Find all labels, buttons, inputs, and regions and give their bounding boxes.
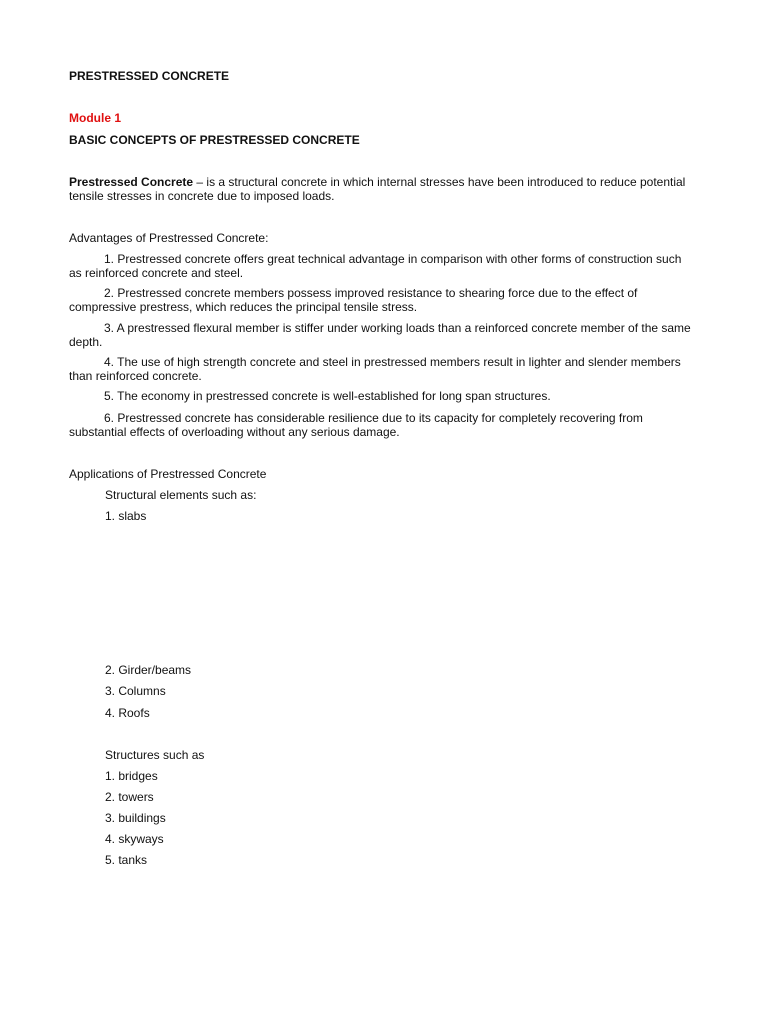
advantages-heading: Advantages of Prestressed Concrete: xyxy=(69,231,269,245)
module-label: Module 1 xyxy=(69,111,122,125)
structural-elements-intro: Structural elements such as: xyxy=(105,488,257,502)
list-item: 1. slabs xyxy=(105,509,147,523)
list-item: 3. buildings xyxy=(105,811,166,825)
list-item: 5. tanks xyxy=(105,853,148,867)
list-item: 2. towers xyxy=(105,790,154,804)
structures-intro: Structures such as xyxy=(105,748,205,762)
advantage-item: 5. The economy in prestressed concrete is well-established for long span structures. xyxy=(104,389,551,403)
list-item: 1. bridges xyxy=(105,769,158,783)
applications-heading: Applications of Prestressed Concrete xyxy=(69,467,267,481)
definition-paragraph xyxy=(69,175,697,203)
advantage-item: 4. The use of high strength concrete and steel in prestressed members result in lighter and slender members than reinforced concrete. xyxy=(69,355,681,383)
advantage-item: 2. Prestressed concrete members possess improved resistance to shearing force due to the effect of compressive prestress, which reduces the principal tensile stress. xyxy=(69,286,638,314)
list-item: 4. skyways xyxy=(105,832,164,846)
definition-text: – is a structural concrete in which internal stresses have been introduced to reduce potential tensile stresses in concrete due to imposed loads. xyxy=(69,175,686,203)
advantage-item: 3. A prestressed flexural member is stiffer under working loads than a reinforced concrete member of the same depth. xyxy=(69,321,691,349)
definition-term: Prestressed Concrete xyxy=(69,175,194,189)
list-item: 2. Girder/beams xyxy=(105,663,192,677)
section-title: BASIC CONCEPTS OF PRESTRESSED CONCRETE xyxy=(69,133,360,147)
advantage-item: 6. Prestressed concrete has considerable resilience due to its capacity for completely recovering from substantial effects of overloading without any serious damage. xyxy=(69,411,643,439)
list-item: 3. Columns xyxy=(105,684,166,698)
list-item: 4. Roofs xyxy=(105,706,150,720)
doc-title: PRESTRESSED CONCRETE xyxy=(69,69,230,83)
advantage-item: 1. Prestressed concrete offers great technical advantage in comparison with other forms of construction such as reinforced concrete and steel. xyxy=(69,252,682,280)
